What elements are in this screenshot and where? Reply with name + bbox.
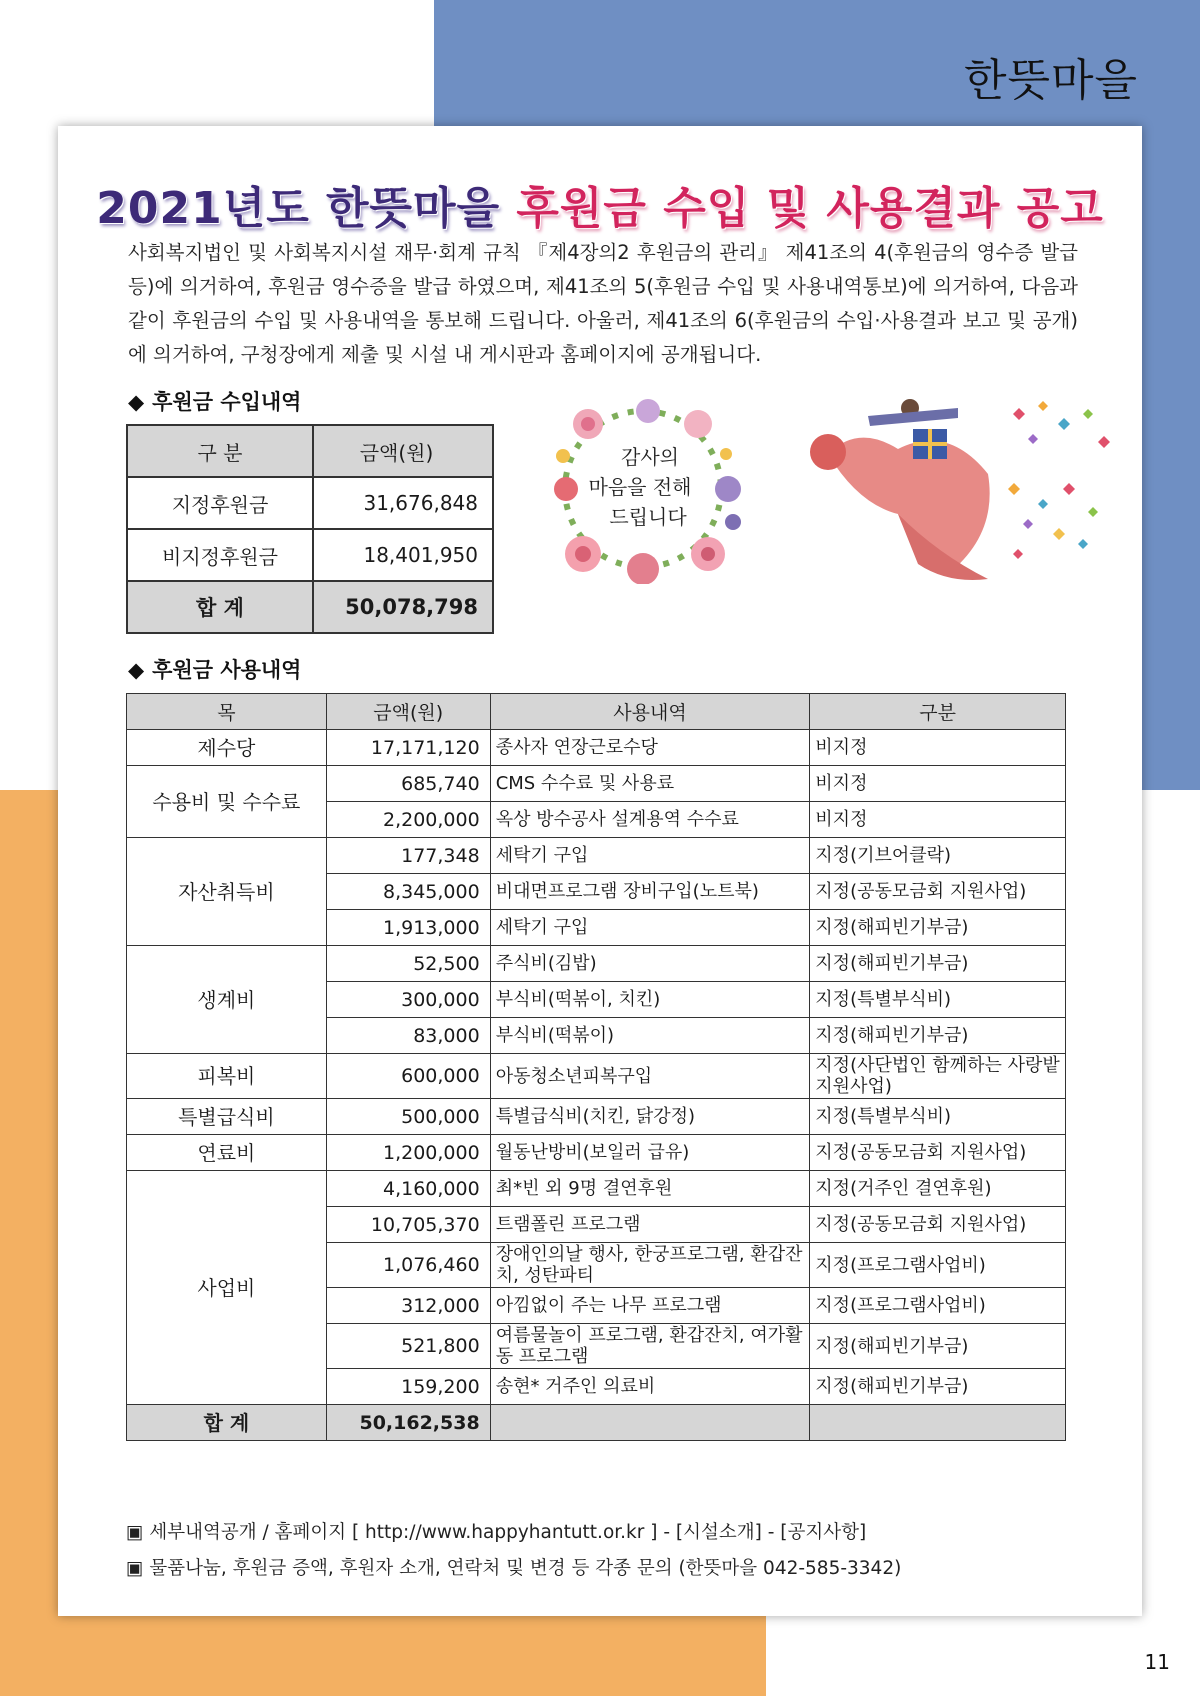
description-cell: 부식비(떡볶이) bbox=[490, 1018, 810, 1054]
amount-cell: 500,000 bbox=[326, 1099, 490, 1135]
usage-section-heading bbox=[128, 654, 301, 684]
type-cell: 지정(해피빈기부금) bbox=[810, 946, 1066, 982]
type-cell: 지정(해피빈기부금) bbox=[810, 1324, 1066, 1369]
usage-total-amount: 50,162,538 bbox=[326, 1405, 490, 1441]
table-row bbox=[127, 529, 493, 581]
category-cell: 수용비 및 수수료 bbox=[127, 766, 327, 838]
description-cell: 세탁기 구입 bbox=[490, 910, 810, 946]
description-cell: 부식비(떡볶이, 치킨) bbox=[490, 982, 810, 1018]
amount-cell: 4,160,000 bbox=[326, 1171, 490, 1207]
page-number: 11 bbox=[1144, 1650, 1170, 1674]
description-cell: 최*빈 외 9명 결연후원 bbox=[490, 1171, 810, 1207]
wreath-text: 감사의 bbox=[621, 445, 679, 469]
category-cell: 제수당 bbox=[127, 730, 327, 766]
footer-homepage-note: ▣ 세부내역공개 / 홈페이지 [ http://www.happyhantutt.or.kr ] - [시설소개] - [공지사항] bbox=[126, 1522, 867, 1543]
title-part-1: 2021년도 한뜻마을 bbox=[96, 183, 501, 234]
flower-wreath-illustration bbox=[528, 394, 758, 584]
usage-section-title: 후원금 사용내역 bbox=[152, 658, 302, 682]
income-total-amount: 50,078,798 bbox=[313, 581, 493, 633]
amount-cell: 10,705,370 bbox=[326, 1207, 490, 1243]
header-cell: 금액(원) bbox=[326, 694, 490, 730]
amount-cell: 685,740 bbox=[326, 766, 490, 802]
bird-with-gift-illustration bbox=[798, 394, 1118, 584]
amount-cell: 52,500 bbox=[326, 946, 490, 982]
table-row bbox=[127, 1135, 1066, 1171]
amount-cell: 83,000 bbox=[326, 1018, 490, 1054]
description-cell: 옥상 방수공사 설계용역 수수료 bbox=[490, 802, 810, 838]
empty-cell bbox=[810, 1405, 1066, 1441]
type-cell: 지정(프로그램사업비) bbox=[810, 1288, 1066, 1324]
empty-cell bbox=[490, 1405, 810, 1441]
amount-cell: 17,171,120 bbox=[326, 730, 490, 766]
description-cell: 주식비(김밥) bbox=[490, 946, 810, 982]
category-cell: 피복비 bbox=[127, 1054, 327, 1099]
type-cell: 지정(공동모금회 지원사업) bbox=[810, 1135, 1066, 1171]
type-cell: 비지정 bbox=[810, 730, 1066, 766]
header-cell: 사용내역 bbox=[490, 694, 810, 730]
income-label: 지정후원금 bbox=[127, 477, 313, 529]
amount-cell: 312,000 bbox=[326, 1288, 490, 1324]
type-cell: 지정(해피빈기부금) bbox=[810, 1018, 1066, 1054]
amount-cell: 2,200,000 bbox=[326, 802, 490, 838]
income-total-row bbox=[127, 581, 493, 633]
table-header-row bbox=[127, 425, 493, 477]
amount-cell: 1,076,460 bbox=[326, 1243, 490, 1288]
category-cell: 특별급식비 bbox=[127, 1099, 327, 1135]
intro-paragraph: 사회복지법인 및 사회복지시설 재무·회계 규칙 『제4장의2 후원금의 관리』 제41조의 4(후원금의 영수증 발급 등)에 의거하여, 후원금 영수증을 발급 하였으며, 제41조의 5(후원금 수입 및 사용내역통보)에 의거하여, 다음과 같이 후원금의 수입 및 사용내역을 통보해 드립니다. 아울러, 제41조의 6(후원금의 수입·사용결과 보고 및 공개)에 의거하여, 구청장에게 제출 및 시설 내 게시판과 홈페이지에 공개됩니다. bbox=[128, 241, 1078, 366]
description-cell: 여름물놀이 프로그램, 환갑잔치, 여가활동 프로그램 bbox=[490, 1324, 810, 1369]
amount-cell: 600,000 bbox=[326, 1054, 490, 1099]
description-cell: 월동난방비(보일러 급유) bbox=[490, 1135, 810, 1171]
type-cell: 지정(특별부식비) bbox=[810, 1099, 1066, 1135]
header-cell: 목 bbox=[127, 694, 327, 730]
amount-cell: 8,345,000 bbox=[326, 874, 490, 910]
wreath-text: 드립니다 bbox=[609, 505, 687, 529]
income-section-heading bbox=[128, 386, 301, 416]
type-cell: 비지정 bbox=[810, 802, 1066, 838]
table-row bbox=[127, 477, 493, 529]
income-table bbox=[126, 424, 494, 634]
header-cell: 금액(원) bbox=[313, 425, 493, 477]
description-cell: 아낌없이 주는 나무 프로그램 bbox=[490, 1288, 810, 1324]
income-section-title: 후원금 수입내역 bbox=[152, 390, 302, 414]
description-cell: 특별급식비(치킨, 닭강정) bbox=[490, 1099, 810, 1135]
table-row bbox=[127, 766, 1066, 802]
type-cell: 비지정 bbox=[810, 766, 1066, 802]
header-cell: 구 분 bbox=[127, 425, 313, 477]
usage-total-label: 합 계 bbox=[127, 1405, 327, 1441]
description-cell: 장애인의날 행사, 한궁프로그램, 환갑잔치, 성탄파티 bbox=[490, 1243, 810, 1288]
type-cell: 지정(기브어클락) bbox=[810, 838, 1066, 874]
table-row bbox=[127, 1054, 1066, 1099]
category-cell: 연료비 bbox=[127, 1135, 327, 1171]
income-amount: 18,401,950 bbox=[313, 529, 493, 581]
table-row bbox=[127, 1171, 1066, 1207]
page-title bbox=[58, 172, 1142, 236]
amount-cell: 300,000 bbox=[326, 982, 490, 1018]
usage-total-row bbox=[127, 1405, 1066, 1441]
description-cell: 비대면프로그램 장비구입(노트북) bbox=[490, 874, 810, 910]
table-row bbox=[127, 946, 1066, 982]
type-cell: 지정(프로그램사업비) bbox=[810, 1243, 1066, 1288]
brand-title: 한뜻마을 bbox=[963, 55, 1138, 106]
wreath-text: 마음을 전해 bbox=[588, 475, 692, 499]
table-row bbox=[127, 730, 1066, 766]
category-cell: 자산취득비 bbox=[127, 838, 327, 946]
description-cell: 세탁기 구입 bbox=[490, 838, 810, 874]
table-header-row bbox=[127, 694, 1066, 730]
description-cell: CMS 수수료 및 사용료 bbox=[490, 766, 810, 802]
type-cell: 지정(공동모금회 지원사업) bbox=[810, 1207, 1066, 1243]
type-cell: 지정(사단법인 함께하는 사랑밭 지원사업) bbox=[810, 1054, 1066, 1099]
table-row bbox=[127, 838, 1066, 874]
category-cell: 생계비 bbox=[127, 946, 327, 1054]
description-cell: 트램폴린 프로그램 bbox=[490, 1207, 810, 1243]
income-amount: 31,676,848 bbox=[313, 477, 493, 529]
notice-card bbox=[58, 126, 1142, 1616]
table-row bbox=[127, 1099, 1066, 1135]
description-cell: 송현* 거주인 의료비 bbox=[490, 1369, 810, 1405]
income-label: 비지정후원금 bbox=[127, 529, 313, 581]
amount-cell: 521,800 bbox=[326, 1324, 490, 1369]
type-cell: 지정(해피빈기부금) bbox=[810, 910, 1066, 946]
type-cell: 지정(해피빈기부금) bbox=[810, 1369, 1066, 1405]
type-cell: 지정(거주인 결연후원) bbox=[810, 1171, 1066, 1207]
header-cell: 구분 bbox=[810, 694, 1066, 730]
type-cell: 지정(특별부식비) bbox=[810, 982, 1066, 1018]
category-cell: 사업비 bbox=[127, 1171, 327, 1405]
description-cell: 종사자 연장근로수당 bbox=[490, 730, 810, 766]
amount-cell: 1,200,000 bbox=[326, 1135, 490, 1171]
amount-cell: 159,200 bbox=[326, 1369, 490, 1405]
amount-cell: 177,348 bbox=[326, 838, 490, 874]
type-cell: 지정(공동모금회 지원사업) bbox=[810, 874, 1066, 910]
usage-table bbox=[126, 693, 1066, 1441]
title-part-2: 후원금 수입 및 사용결과 공고 bbox=[516, 183, 1104, 234]
income-total-label: 합 계 bbox=[127, 581, 313, 633]
diamond-icon: ◆ bbox=[128, 658, 145, 682]
description-cell: 아동청소년피복구입 bbox=[490, 1054, 810, 1099]
amount-cell: 1,913,000 bbox=[326, 910, 490, 946]
diamond-icon: ◆ bbox=[128, 390, 145, 414]
footer-contact-note: ▣ 물품나눔, 후원금 증액, 후원자 소개, 연락처 및 변경 등 각종 문의 (한뜻마을 042-585-3342) bbox=[126, 1558, 902, 1579]
